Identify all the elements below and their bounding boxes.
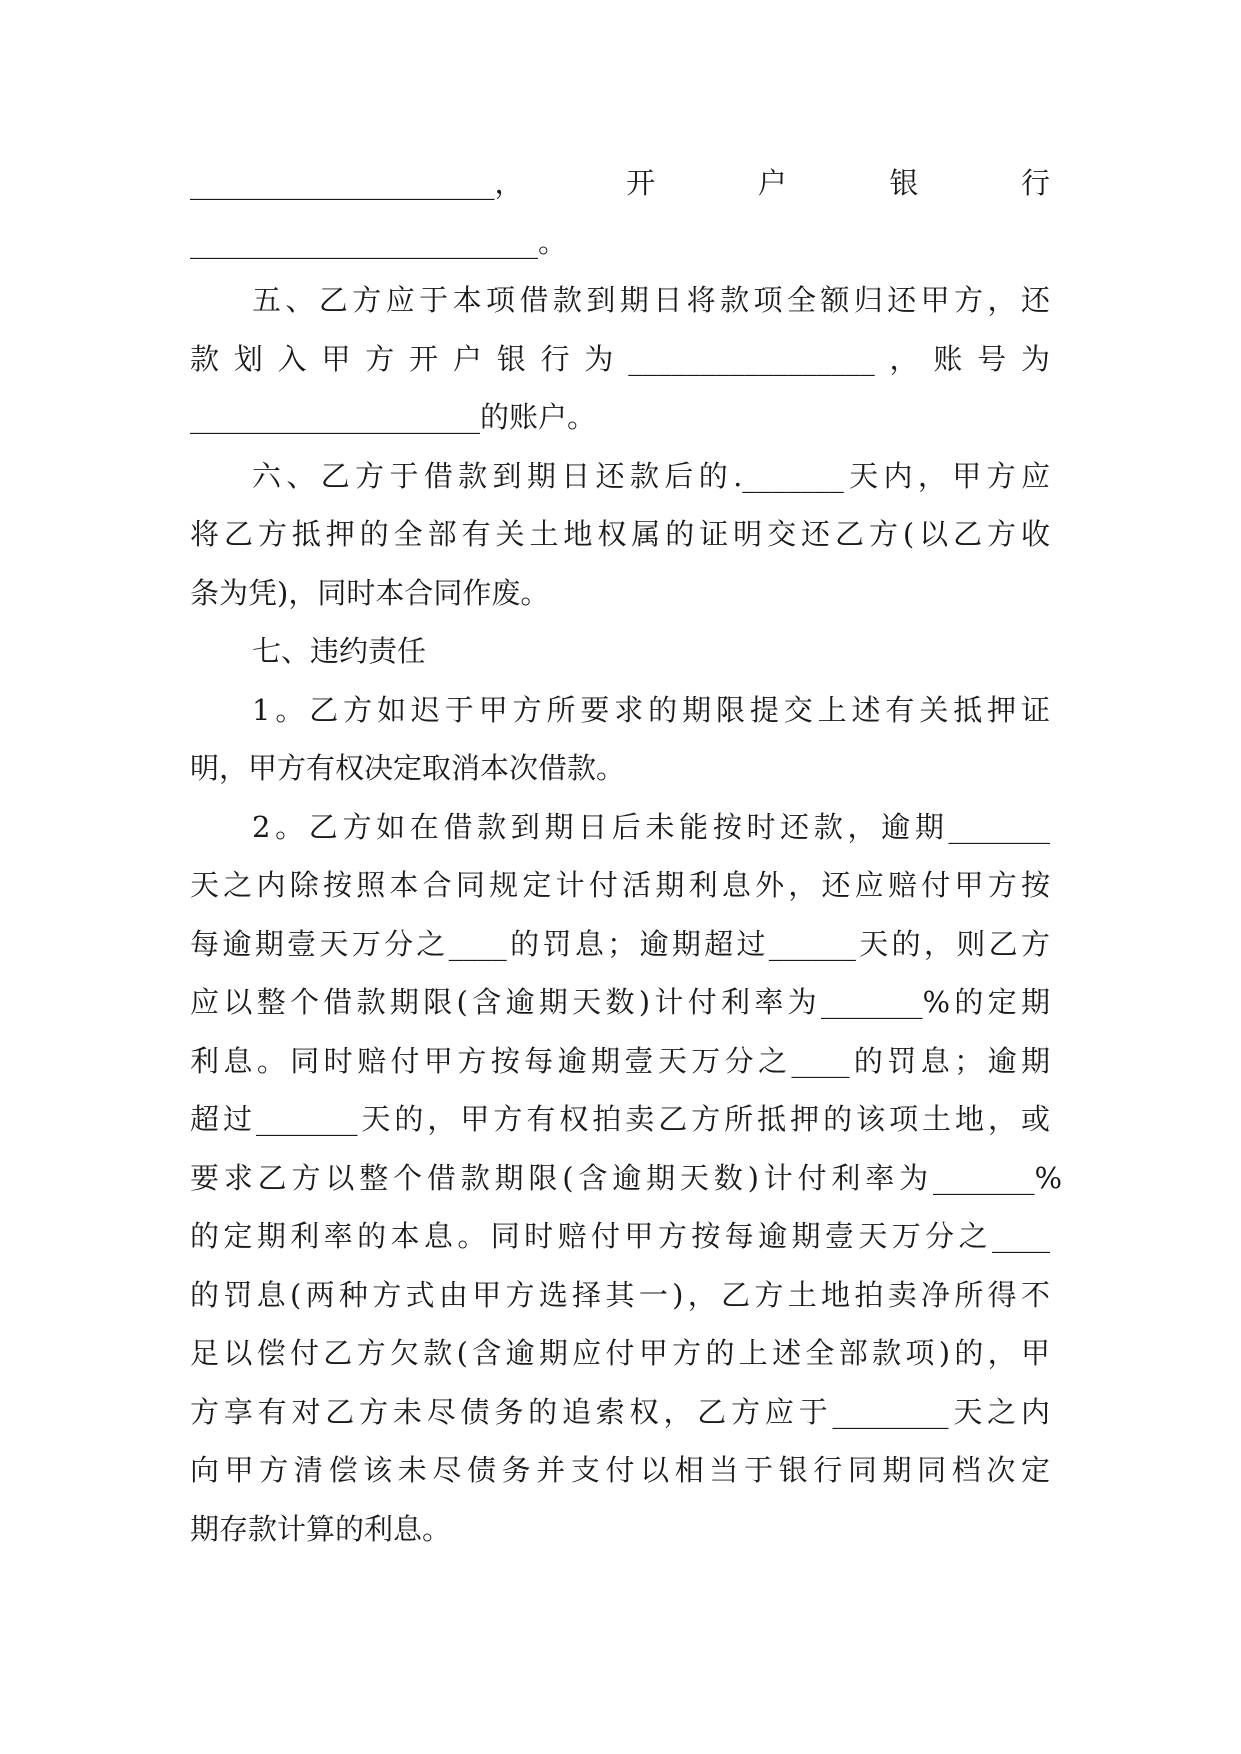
item-2-line-13: 期存款计算的利息。 xyxy=(190,1512,452,1546)
text-line-1-part-4: 银 xyxy=(889,166,919,200)
item-2-line-5: 利息。同时赔付甲方按每逾期壹天万分之____的罚息；逾期 xyxy=(190,1044,1050,1078)
item-2-line-2: 天之内除按照本合同规定计付活期利息外，还应赔付甲方按 xyxy=(190,868,1050,902)
item-2-line-9: 的罚息(两种方式由甲方选择其一)，乙方土地拍卖净所得不 xyxy=(190,1278,1050,1312)
item-1-line-2: 明，甲方有权决定取消本次借款。 xyxy=(190,751,626,785)
text-line-1-part-2: 开 xyxy=(626,166,656,200)
item-2-line-3: 每逾期壹天万分之____的罚息；逾期超过______天的，则乙方 xyxy=(190,927,1050,961)
text-line-1-part-5: 行 xyxy=(1020,166,1050,200)
clause-6-line-2: 将乙方抵押的全部有关土地权属的证明交还乙方(以乙方收 xyxy=(190,517,1050,551)
item-2-line-10: 足以偿付乙方欠款(含逾期应付甲方的上述全部款项)的，甲 xyxy=(190,1336,1050,1370)
text-line-1 xyxy=(190,163,1050,203)
clause-5-line-2: 款划入甲方开户银行为_________________，账号为 xyxy=(190,342,1050,376)
section-heading-liability: 七、违约责任 xyxy=(252,634,427,668)
clause-6-line-3: 条为凭)，同时本合同作废。 xyxy=(190,576,550,610)
clause-5-line-1: 五、乙方应于本项借款到期日将款项全额归还甲方，还 xyxy=(252,283,1050,317)
text-line-2: ________________________。 xyxy=(190,225,568,259)
item-2-line-12: 向甲方清偿该未尽债务并支付以相当于银行同期同档次定 xyxy=(190,1453,1050,1487)
text-line-1-part-1: _____________________， xyxy=(190,166,524,200)
item-1-line-1: 1。乙方如迟于甲方所要求的期限提交上述有关抵押证 xyxy=(252,693,1050,727)
item-2-line-7: 要求乙方以整个借款期限(含逾期天数)计付利率为_______% xyxy=(190,1161,1062,1195)
item-2-line-4: 应以整个借款期限(含逾期天数)计付利率为_______%的定期 xyxy=(190,985,1050,1019)
clause-5-line-3: ____________________的账户。 xyxy=(190,400,597,434)
item-2-line-11: 方享有对乙方未尽债务的追索权，乙方应于________天之内 xyxy=(190,1395,1050,1429)
clause-6-line-1: 六、乙方于借款到期日还款后的._______天内，甲方应 xyxy=(252,459,1050,493)
item-2-line-8: 的定期利率的本息。同时赔付甲方按每逾期壹天万分之____ xyxy=(190,1219,1050,1253)
item-2-line-1: 2。乙方如在借款到期日后未能按时还款，逾期_______ xyxy=(252,810,1050,844)
item-2-line-6: 超过_______天的，甲方有权拍卖乙方所抵押的该项土地，或 xyxy=(190,1102,1050,1136)
text-line-1-part-3: 户 xyxy=(757,166,787,200)
